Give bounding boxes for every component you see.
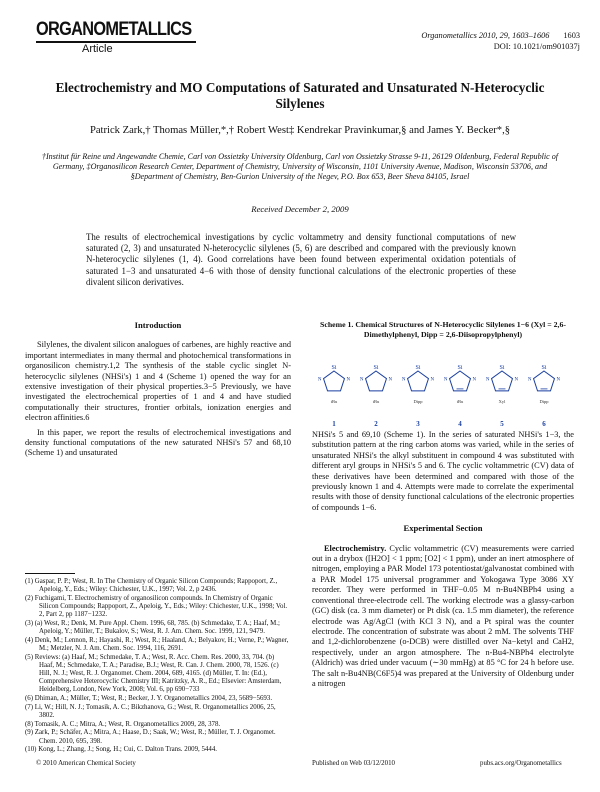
si-atom-label: Si (373, 365, 379, 371)
silylene-ring (324, 371, 345, 391)
substituent-label: tBu (372, 399, 380, 404)
right-column (312, 320, 574, 693)
running-header (421, 30, 580, 52)
introduction-heading: Introduction (134, 320, 182, 330)
right-paragraph-1: NHSi's 5 and 69,10 (Scheme 1). In the series of saturated NHSi's 1−3, the substitution pattern at the ring carbon atoms was varied, while in the series of unsaturated NHSi's the alkyl substituent in compound 4 was substituted with different aryl groups in NHSi's 5 and 6. The cyclic voltammetric (CV) data of these derivatives have been determined and compared with those of the previously known 1 and 4. Attempts were made to correlate the experimental results with those of density functional calculations of the electronic properties of compounds 1−6. (312, 430, 574, 512)
silylene-ring (366, 371, 387, 391)
scheme-structures (312, 342, 574, 430)
author-list: Patrick Zark,† Thomas Müller,*,† Robert West‡ Kendrekar Pravinkumar,§ and James Y. Becker*,§ (89, 125, 511, 136)
reference-item: (9) Zark, P.; Schäfer, A.; Mitra, A.; Haase, D.; Saak, W.; West, R.; Müller, T. J. Organomet. Chem. 2010, 695, 398. (25, 729, 276, 745)
reference-item: (2) Fuchigami, T. Electrochemistry of organosilicon compounds. In Chemistry of Organic Silicon Compounds; Rappoport, Z., Apeloig, Y., Eds.; Wiley: Chichester, U.K., 1998; Vol. 2, Part 2, pp 1187−1232. (25, 594, 288, 619)
substituent-label: Dipp (413, 399, 423, 404)
reference-item: (10) Kong, L.; Zhang, J.; Song, H.; Cui, C. Dalton Trans. 2009, 5444. (25, 746, 217, 754)
scheme-figure (312, 342, 574, 430)
journal-logo (36, 19, 200, 55)
compound-number: 3 (416, 420, 420, 428)
n-atom-label: N (346, 377, 351, 383)
footnote-rule (25, 573, 75, 574)
si-atom-label: Si (541, 365, 547, 371)
substituent-label: tBu (330, 399, 338, 404)
electrochemistry-lead: Electrochemistry. (324, 543, 387, 553)
si-atom-label: Si (331, 365, 337, 371)
n-atom-label: N (317, 377, 322, 383)
reference-list (25, 573, 291, 755)
substituent-label: Xyl (498, 399, 506, 404)
compound-number: 5 (500, 420, 504, 428)
n-atom-label: N (514, 377, 519, 383)
experimental-paragraph (312, 544, 574, 690)
received-date: Received December 2, 2009 (251, 204, 349, 214)
journal-citation: Organometallics 2010, 29, 1603–1606 (421, 31, 550, 40)
substituent-label: tBu (456, 399, 464, 404)
intro-paragraph-2: In this paper, we report the results of electrochemical investigations and density functional computations of the new saturated NHSi's 57 and 68,10 (Scheme 1) and unsaturated (25, 427, 291, 458)
compound-number: 6 (542, 420, 546, 428)
si-atom-label: Si (457, 365, 463, 371)
logo-rule (36, 41, 196, 43)
page-number: 1603 (563, 31, 580, 40)
n-atom-label: N (472, 377, 477, 383)
left-column (25, 320, 291, 463)
reference-item: (6) Dhiman, A.; Müller, T.; West, R.; Becker, J. Y. Organometallics 2004, 23, 5689−5693. (25, 695, 273, 703)
journal-brand: ORGANOMETALLICS (36, 19, 192, 40)
substituent-label: Dipp (539, 399, 549, 404)
compound-number: 2 (374, 420, 378, 428)
n-atom-label: N (556, 377, 561, 383)
silylene-ring (408, 371, 429, 391)
n-atom-label: N (430, 377, 435, 383)
n-atom-label: N (401, 377, 406, 383)
copyright: © 2010 American Chemical Society (36, 760, 136, 767)
silylene-ring (492, 371, 513, 391)
doi[interactable]: DOI: 10.1021/om901037j (493, 42, 580, 51)
silylene-ring (534, 371, 555, 391)
reference-item: (5) Reviews: (a) Haaf, M.; Schmedake, T. A.; West, R. Acc. Chem. Res. 2000, 33, 704. (b) Haaf, M.; Schmedake, T. A.; Paradise, B.J.; West, R. Can. J. Chem. 2000, 78, 1526. (c) Hill, N. J.; West, R. J. Organomet. Chem. 2004, 689, 4165. (d) Müller, T. In: (Ed.), Comprehensive Heterocyclic Chemistry III; Katritzky, A. R., Ed.; Elsevier: Amsterdam, Heidelberg, London, New York, 2008; Vol. 6, pp 690−733 (25, 653, 282, 694)
reference-item: (8) Tomasik, A. C.; Mitra, A.; West, R. Organometallics 2009, 28, 378. (25, 720, 221, 728)
n-atom-label: N (485, 377, 490, 383)
n-atom-label: N (359, 377, 364, 383)
reference-item: (4) Denk, M.; Lennon, R.; Hayashi, R.; West, R.; Haaland, A.; Belyakov, H.; Verne, P.; Wagner, M.; Metzler, N. J. Am. Chem. Soc. 1994, 116, 2691. (25, 636, 289, 652)
compound-number: 1 (332, 420, 336, 428)
reference-item: (1) Gaspar, P. P.; West, R. In The Chemistry of Organic Silicon Compounds; Rappoport, Z., Apeloig, Y., Eds.; Wiley: Chichester, U.K., 1997; Vol. 2, p 2436. (25, 577, 278, 593)
affiliations: †Institut für Reine und Angewandte Chemie, Carl von Ossietzky University Oldenburg, Carl von Ossietzky Strasse 9-11, 26129 Oldenburg, Federal Republic of Germany, ‡Organosilicon Research Center, Department of Chemistry, University of Wisconsin, 1101 University Avenue, Madison, Wisconsin 53706, and §Department of Chemistry, Ben-Gurion University of the Negev, P.O. Box 653, Beer Sheva 84105, Israel (41, 152, 559, 182)
n-atom-label: N (527, 377, 532, 383)
journal-url[interactable]: pubs.acs.org/Organometallics (480, 760, 562, 767)
n-atom-label: N (443, 377, 448, 383)
n-atom-label: N (388, 377, 393, 383)
intro-paragraph-1: Silylenes, the divalent silicon analogues of carbenes, are highly reactive and important intermediates in many thermal and photochemical transformations in organosilicon chemistry.1,2 The synthesis of the stable cyclic singlet N-heterocyclic silylenes (NHSi's) 1 and 4 (Scheme 1) opened the way for an extensive investigation of their physical properties.3−5 Previously, we have investigated the electrochemical properties of 1 and 4 and have studied computationally their structures, frontier orbitals, ionization energies and electron affinities.6 (25, 340, 291, 423)
reference-item: (7) Li, W.; Hill, N. J.; Tomasik, A. C.; Bikzhanova, G.; West, R. Organometallics 2006, 25, 3802. (25, 703, 276, 720)
article-type-label: Article (82, 43, 113, 55)
abstract: The results of electrochemical investigations by cyclic voltammetry and density functional computations of new saturated (2, 3) and unsaturated N-heterocyclic silylenes (5, 6) are described and compared with the previously known N-heterocyclic silylenes (1, 4). Good correlations have been found between experimental oxidation potentials of saturated 1−3 and unsaturated 4−6 with those of density functional calculations of the electronic properties of these divalent silicon derivatives. (86, 232, 516, 287)
si-atom-label: Si (499, 365, 505, 371)
experimental-heading: Experimental Section (403, 523, 483, 534)
publication-date: Published on Web 03/12/2010 (312, 760, 395, 767)
experimental-body: Cyclic voltammetric (CV) measurements were carried out in a drybox ([H2O] < 1 ppm; [O2] < 1 ppm), under an inert atmosphere of nitrogen, employing a PAR Model 173 potentiostat/galvanostat combined with a PAR Model 175 universal programmer and Yokogawa Type 3086 XY recorder. They were performed in THF−0.05 M n-Bu4NBPh4 using a conventional three-electrode cell. The working electrode was a glassy-carbon (GC) disk (ca. 3 mm diameter) or Pt disk (ca. 1.5 mm diameter), the reference electrode was Ag/AgCl (with KCl 3 N), and a Pt spiral was the counter electrode. The concentration of substrate was about 2 mM. The solvents THF and 1,2-dichlorobenzene (o-DCB) were distilled over Na−ketyl and CaH2, respectively, under an argon atmosphere. The n-Bu4-NBPh4 electrolyte (Aldrich) was dried under vacuum (∼30 mmHg) at 85 °C for 24 h before use. The salt n-Bu4NB(C6F5)4 was prepared at the University of Oldenburg under a nitrogen (312, 543, 574, 688)
reference-item: (3) (a) West, R.; Denk, M. Pure Appl. Chem. 1996, 68, 785. (b) Schmedake, T. A.; Haaf, M.; Apeloig, Y.; Müller, T.; Bukalov, S.; West, R. J. Am. Chem. Soc. 1999, 121, 9479. (25, 619, 280, 636)
scheme-caption: Scheme 1. Chemical Structures of N-Heterocyclic Silylenes 1−6 (Xyl = 2,6-Dimethylphenyl, Dipp = 2,6-Diisopropylphenyl) (320, 320, 566, 339)
paper-title: Electrochemistry and MO Computations of Saturated and Unsaturated N-Heterocyclic Silylenes (55, 80, 545, 111)
silylene-ring (450, 371, 471, 391)
compound-number: 4 (458, 420, 462, 428)
si-atom-label: Si (415, 365, 421, 371)
